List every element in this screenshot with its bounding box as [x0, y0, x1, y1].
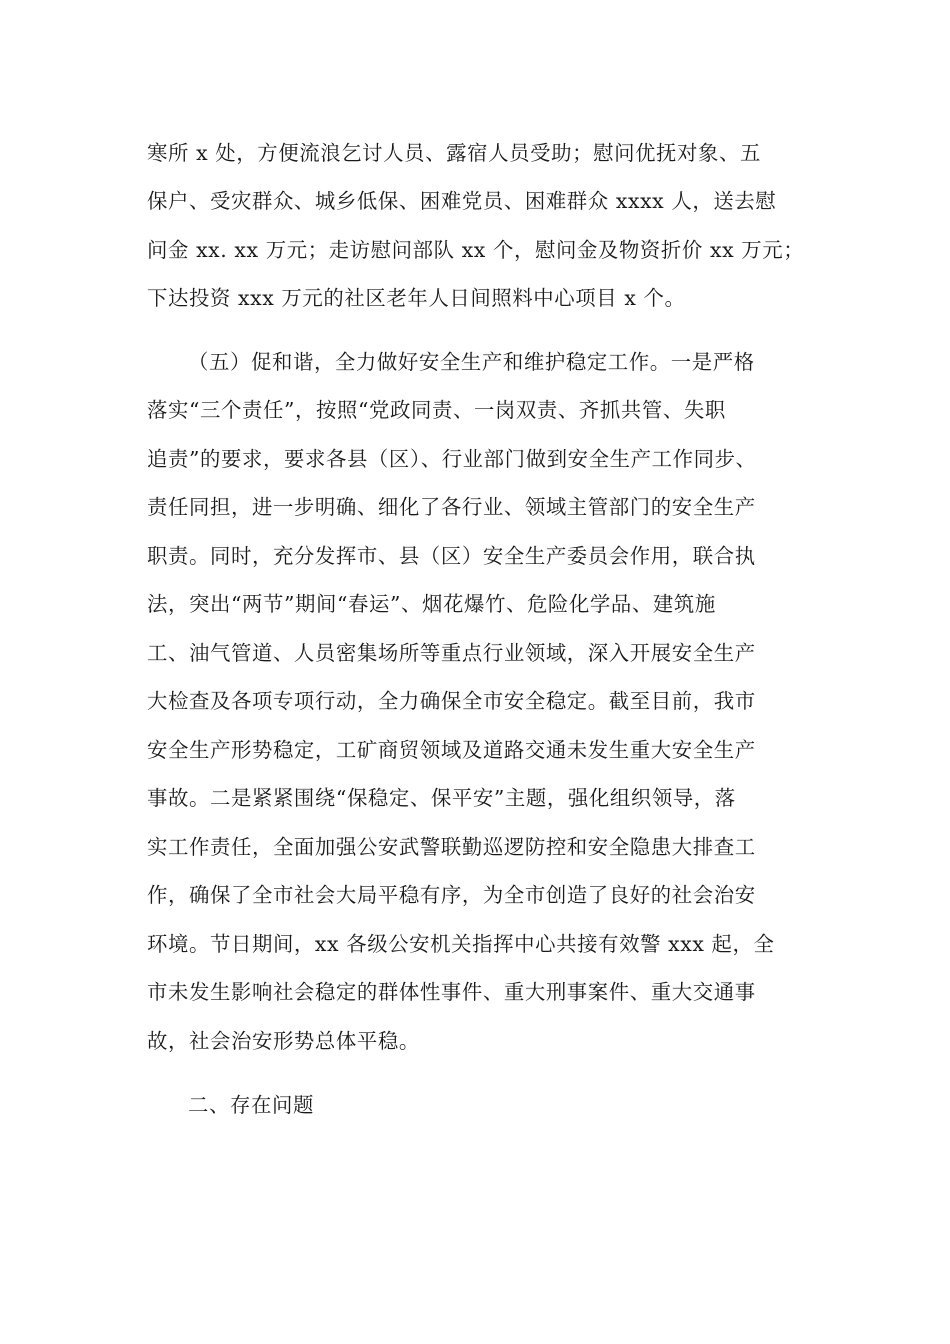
text-line: 保户、受灾群众、城乡低保、困难党员、困难群众 xxxx 人，送去慰: [147, 189, 777, 213]
text-line: （五）促和谐，全力做好安全生产和维护稳定工作。一是严格: [188, 350, 755, 374]
text-line: 责任同担，进一步明确、细化了各行业、领域主管部门的安全生产: [147, 495, 756, 519]
section-heading: 二、存在问题: [188, 1093, 314, 1117]
text-line: 环境。节日期间，xx 各级公安机关指挥中心共接有效警 xxx 起，全: [147, 932, 775, 956]
text-line: 实工作责任，全面加强公安武警联勤巡逻防控和安全隐患大排查工: [147, 835, 756, 859]
text-line: 职责。同时，充分发挥市、县（区）安全生产委员会作用，联合执: [147, 544, 756, 568]
text-line: 寒所 x 处，方便流浪乞讨人员、露宿人员受助；慰问优抚对象、五: [147, 141, 761, 165]
text-line: 事故。二是紧紧围绕“保稳定、保平安”主题，强化组织领导，落: [147, 786, 736, 810]
text-line: 作，确保了全市社会大局平稳有序，为全市创造了良好的社会治安: [147, 883, 756, 907]
text-line: 市未发生影响社会稳定的群体性事件、重大刑事案件、重大交通事: [147, 980, 756, 1004]
text-line: 落实“三个责任”，按照“党政同责、一岗双责、齐抓共管、失职: [147, 398, 726, 422]
text-line: 追责”的要求，要求各县（区）、行业部门做到安全生产工作同步、: [147, 447, 757, 471]
text-line: 工、油气管道、人员密集场所等重点行业领域，深入开展安全生产: [147, 641, 756, 665]
text-line: 问金 xx. xx 万元；走访慰问部队 xx 个，慰问金及物资折价 xx 万元；: [147, 238, 805, 262]
text-line: 安全生产形势稳定，工矿商贸领域及道路交通未发生重大安全生产: [147, 738, 756, 762]
text-line: 大检查及各项专项行动，全力确保全市安全稳定。截至目前，我市: [147, 689, 756, 713]
text-line: 故，社会治安形势总体平稳。: [147, 1029, 420, 1053]
text-line: 下达投资 xxx 万元的社区老年人日间照料中心项目 x 个。: [147, 286, 686, 310]
text-line: 法，突出“两节”期间“春运”、烟花爆竹、危险化学品、建筑施: [147, 592, 716, 616]
